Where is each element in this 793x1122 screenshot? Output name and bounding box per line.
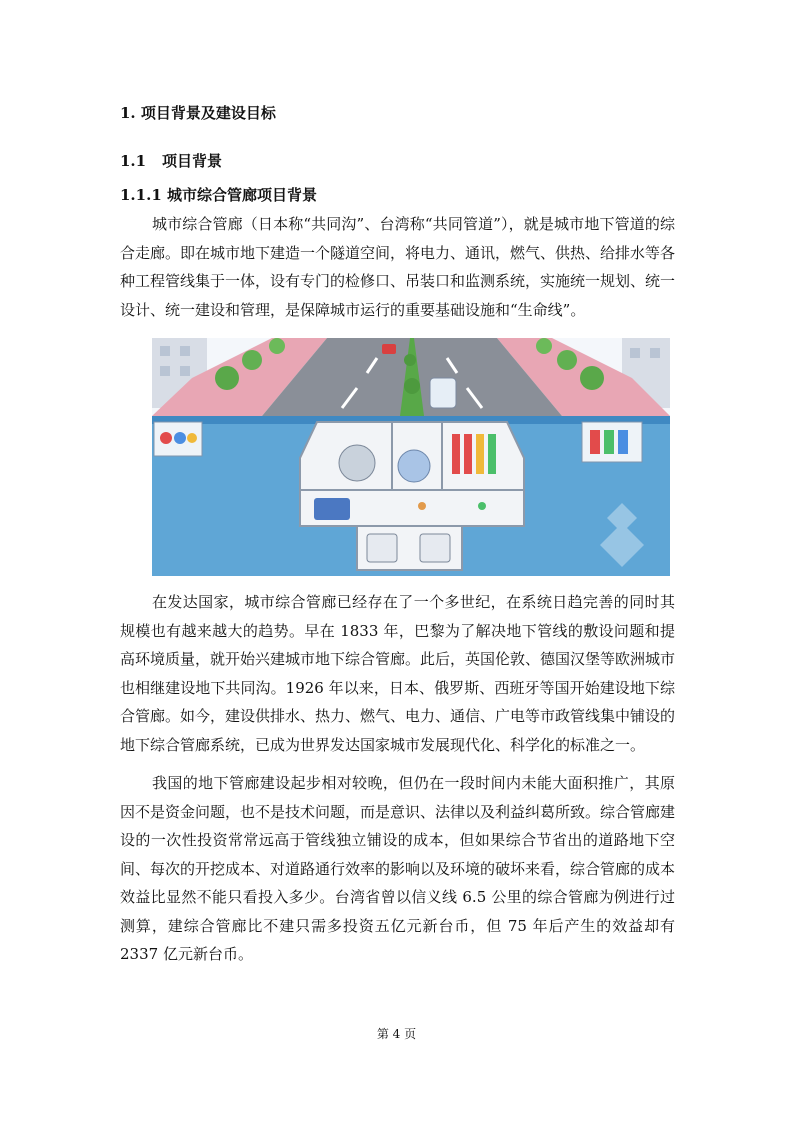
page-number: 第 4 页 <box>376 1027 417 1041</box>
utility-tunnel-illustration <box>152 338 670 576</box>
paragraph-intro: 城市综合管廊（日本称“共同沟”、台湾称“共同管道”），就是城市地下管道的综合走廊。即在城市地下建造一个隧道空间，将电力、通讯，燃气、供热、给排水等各种工程管线集于一体，设有专门的检修口、吊装口和监测系统，实施统一规划、统一设计、统一建设和管理，是保障城市运行的重要基础设施和“生命线”。 <box>120 215 676 319</box>
paragraph-china: 我国的地下管廊建设起步相对较晚，但仍在一段时间内未能大面积推广，其原因不是资金问题，也不是技术问题，而是意识、法律以及利益纠葛所致。综合管廊建设的一次性投资常常远高于管线独立铺设的成本，但如果综合节省出的道路地下空间、每次的开挖成本、对道路通行效率的影响以及环境的破坏来看，综合管廊的成本效益比显然不能只看投入多少。台湾省曾以信义线 6.5 公里的综合管廊为例进行过测算，建综合管廊比不建只需多投资五亿元新台币，但 75 年后产生的效益却有 2337 亿元新台币。 <box>120 774 676 963</box>
section-heading-1-1 <box>120 150 222 171</box>
section-heading-1-1-1: 1.1.1 城市综合管廊项目背景 <box>120 186 317 204</box>
heading-text: 项目背景 <box>162 152 223 170</box>
heading-number: 1.1 <box>120 152 147 170</box>
section-heading-1: 1. 项目背景及建设目标 <box>120 104 276 122</box>
paragraph-developed-countries: 在发达国家，城市综合管廊已经存在了一个多世纪，在系统日趋完善的同时其规模也有越来越大的趋势。早在 1833 年，巴黎为了解决地下管线的敷设问题和提高环境质量，就开始兴建城市地下综合管廊。此后，英国伦敦、德国汉堡等欧洲城市也相继建设地下共同沟。1926 年以来，日本、俄罗斯、西班牙等国开始建设地下综合管廊。如今，建设供排水、热力、燃气、电力、通信、广电等市政管线集中铺设的地下综合管廊系统，已成为世界发达国家城市发展现代化、科学化的标准之一。 <box>120 593 676 754</box>
